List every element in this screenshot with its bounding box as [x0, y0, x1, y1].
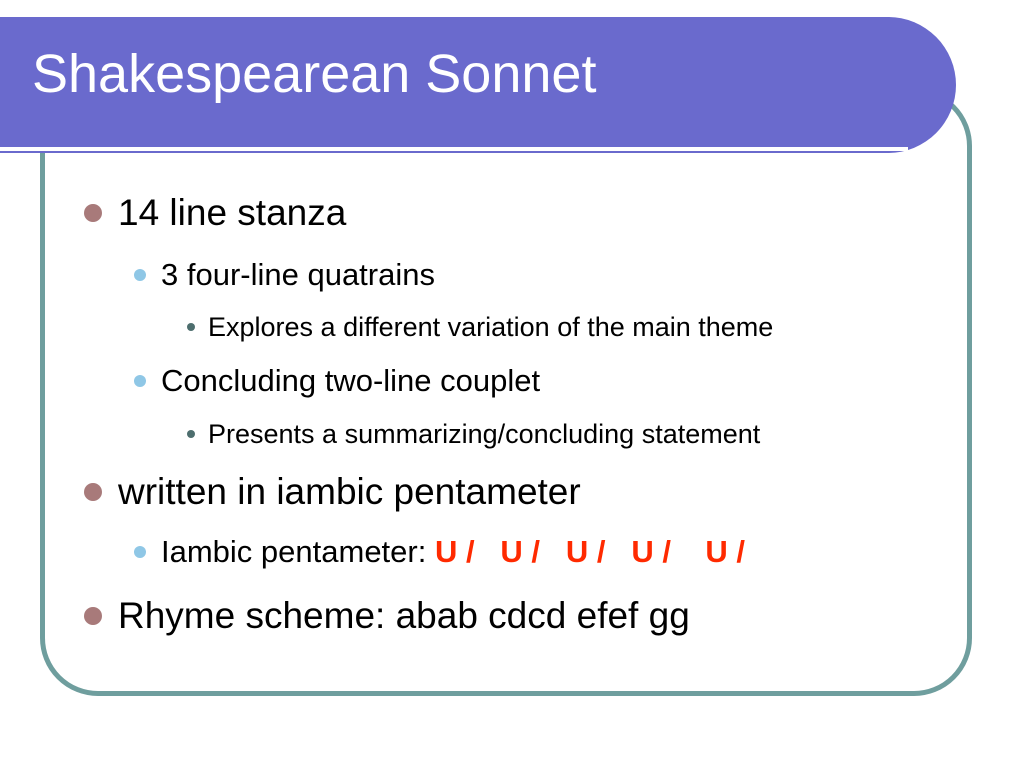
bullet-text: 14 line stanza	[118, 192, 347, 233]
bullet-marker	[84, 204, 102, 222]
bullet-text: written in iambic pentameter	[118, 471, 581, 512]
bullet-item	[208, 311, 773, 343]
bullet-marker	[187, 430, 195, 438]
bullet-item	[161, 362, 540, 400]
scansion-notation: U / U / U / U / U /	[434, 534, 745, 569]
bullet-item	[118, 470, 581, 514]
bullet-marker	[187, 323, 195, 331]
bullet-text: Concluding two-line couplet	[161, 363, 541, 398]
bullet-text: Presents a summarizing/concluding statement	[208, 419, 761, 449]
bullet-item	[118, 594, 690, 638]
bullet-text: Rhyme scheme: abab cdcd efef gg	[118, 595, 690, 636]
bullet-marker	[84, 607, 102, 625]
bullet-marker	[134, 269, 146, 281]
bullet-item	[161, 256, 435, 294]
bullet-marker	[134, 375, 146, 387]
bullet-text: 3 four-line quatrains	[161, 257, 435, 292]
bullet-text: Iambic pentameter:	[161, 534, 435, 569]
slide-title: Shakespearean Sonnet	[32, 44, 597, 104]
bullet-item	[118, 191, 346, 235]
bullet-text: Explores a different variation of the main theme	[208, 312, 774, 342]
bullet-item	[208, 418, 760, 450]
bullet-marker	[84, 483, 102, 501]
bullet-item	[161, 533, 745, 571]
bullet-marker	[134, 546, 146, 558]
